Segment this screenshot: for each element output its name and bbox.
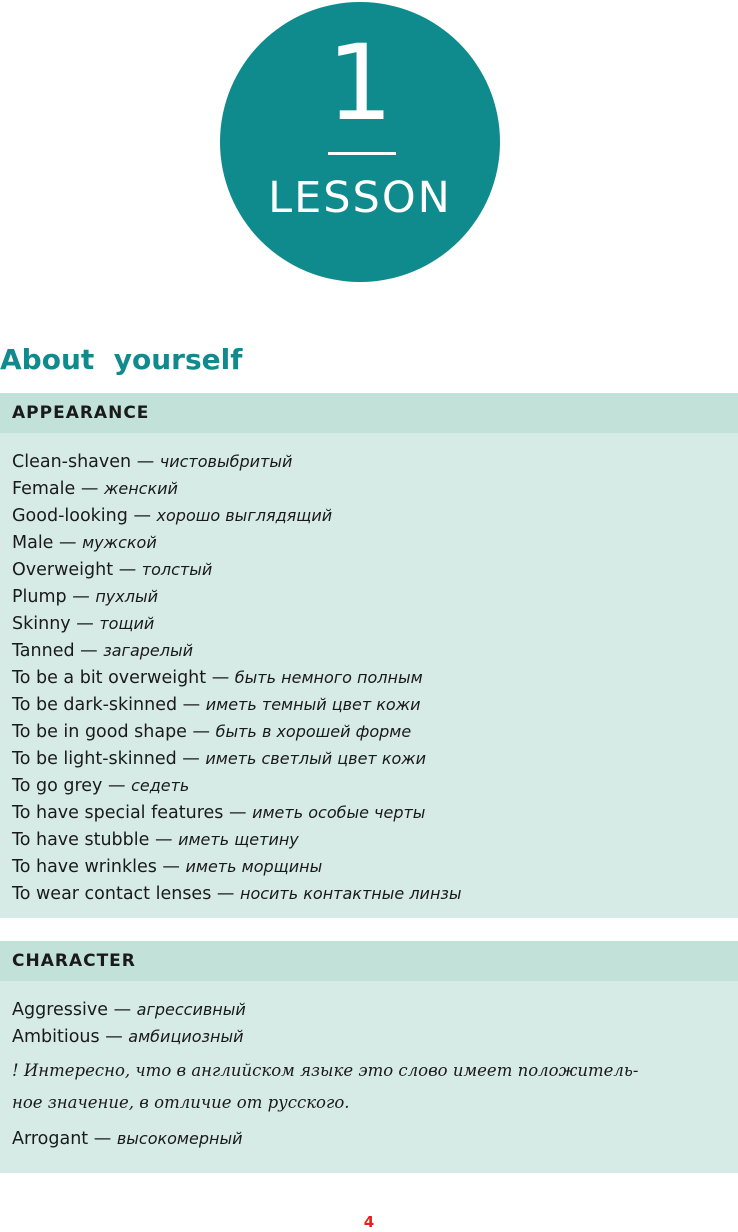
note-line-1: ! Интересно, что в английском языке это слово имеет положитель- <box>12 1061 639 1080</box>
vocab-translation: тощий <box>99 614 155 633</box>
vocab-term: Clean-shaven <box>12 452 132 472</box>
character-entries-after-note <box>12 1125 730 1152</box>
vocab-entry <box>12 448 730 475</box>
em-dash: — <box>154 830 173 850</box>
vocab-translation: высокомерный <box>116 1129 243 1148</box>
em-dash: — <box>136 452 155 472</box>
em-dash: — <box>76 614 94 634</box>
em-dash: — <box>118 560 137 580</box>
em-dash: — <box>80 479 99 499</box>
vocab-translation: пухлый <box>95 587 158 606</box>
vocab-term: To be dark-skinned <box>12 695 178 715</box>
em-dash: — <box>229 803 247 823</box>
vocab-entry <box>12 853 730 880</box>
vocab-translation: носить контактные линзы <box>239 884 462 903</box>
vocab-entry <box>12 502 730 529</box>
vocab-term: To have wrinkles <box>12 857 157 877</box>
vocab-translation: быть немного полным <box>234 668 423 687</box>
character-heading: CHARACTER <box>0 941 738 981</box>
vocab-entry <box>12 772 730 799</box>
vocab-entry <box>12 475 730 502</box>
vocab-translation: женский <box>103 479 178 498</box>
vocab-translation: иметь морщины <box>185 857 323 876</box>
lesson-number: 1 <box>326 22 394 144</box>
vocab-entry <box>12 556 730 583</box>
em-dash: — <box>162 857 180 877</box>
vocab-entry <box>12 799 730 826</box>
vocab-entry <box>12 691 730 718</box>
vocab-translation: амбициозный <box>128 1027 244 1046</box>
vocab-entry <box>12 637 730 664</box>
vocab-term: Skinny <box>12 614 71 634</box>
lesson-badge <box>220 2 500 282</box>
vocab-entry <box>12 529 730 556</box>
vocab-entry <box>12 718 730 745</box>
appearance-entries <box>12 448 730 907</box>
vocab-entry <box>12 1125 730 1152</box>
vocab-translation: толстый <box>141 560 213 579</box>
vocab-entry <box>12 583 730 610</box>
lesson-divider <box>328 152 396 155</box>
vocab-term: Female <box>12 479 76 499</box>
vocab-translation: иметь темный цвет кожи <box>205 695 421 714</box>
em-dash: — <box>182 695 201 715</box>
em-dash: — <box>105 1027 123 1047</box>
character-entries <box>12 996 730 1152</box>
vocab-entry <box>12 664 730 691</box>
vocab-term: To be a bit overweight <box>12 668 207 688</box>
em-dash: — <box>93 1129 112 1149</box>
vocab-translation: иметь особые черты <box>252 803 426 822</box>
vocab-translation: мужской <box>82 533 157 552</box>
vocab-translation: седеть <box>131 776 190 795</box>
em-dash: — <box>133 506 151 526</box>
em-dash: — <box>113 1000 132 1020</box>
vocab-term: Arrogant <box>12 1129 89 1149</box>
vocab-entry <box>12 745 730 772</box>
vocab-term: Overweight <box>12 560 114 580</box>
vocab-term: To wear contact lenses <box>12 884 212 904</box>
appearance-heading: APPEARANCE <box>0 393 738 433</box>
vocab-term: Tanned <box>12 641 75 661</box>
vocab-entry <box>12 610 730 637</box>
vocab-term: Ambitious <box>12 1027 100 1047</box>
vocab-term: Good-looking <box>12 506 128 526</box>
appearance-box <box>0 393 738 918</box>
vocab-term: Male <box>12 533 54 553</box>
vocab-term: To be light-skinned <box>12 749 177 769</box>
em-dash: — <box>192 722 211 742</box>
vocab-entry <box>12 826 730 853</box>
lesson-label: LESSON <box>268 173 452 223</box>
em-dash: — <box>59 533 77 553</box>
character-box <box>0 941 738 1173</box>
vocab-translation: иметь светлый цвет кожи <box>205 749 427 768</box>
note-line-2: ное значение, в отличие от русского. <box>12 1093 350 1112</box>
note <box>12 1055 730 1119</box>
vocab-term: To go grey <box>12 776 103 796</box>
vocab-term: Plump <box>12 587 67 607</box>
page-number: 4 <box>363 1213 375 1231</box>
em-dash: — <box>80 641 98 661</box>
em-dash: — <box>216 884 235 904</box>
vocab-entry <box>12 880 730 907</box>
em-dash: — <box>72 587 90 607</box>
vocab-term: To have stubble <box>12 830 150 850</box>
em-dash: — <box>182 749 200 769</box>
vocab-translation: иметь щетину <box>178 830 299 849</box>
vocab-term: Aggressive <box>12 1000 108 1020</box>
vocab-term: To be in good shape <box>12 722 187 742</box>
character-entries-before-note <box>12 996 730 1050</box>
vocab-translation: чистовыбритый <box>159 452 293 471</box>
vocab-translation: хорошо выглядящий <box>156 506 333 525</box>
vocab-entry <box>12 996 730 1023</box>
em-dash: — <box>107 776 126 796</box>
vocab-entry <box>12 1023 730 1050</box>
vocab-term: To have special features <box>12 803 224 823</box>
vocab-translation: загарелый <box>103 641 194 660</box>
section-title: About yourself <box>0 343 243 376</box>
em-dash: — <box>211 668 230 688</box>
vocab-translation: быть в хорошей форме <box>215 722 412 741</box>
vocab-translation: агрессивный <box>136 1000 246 1019</box>
